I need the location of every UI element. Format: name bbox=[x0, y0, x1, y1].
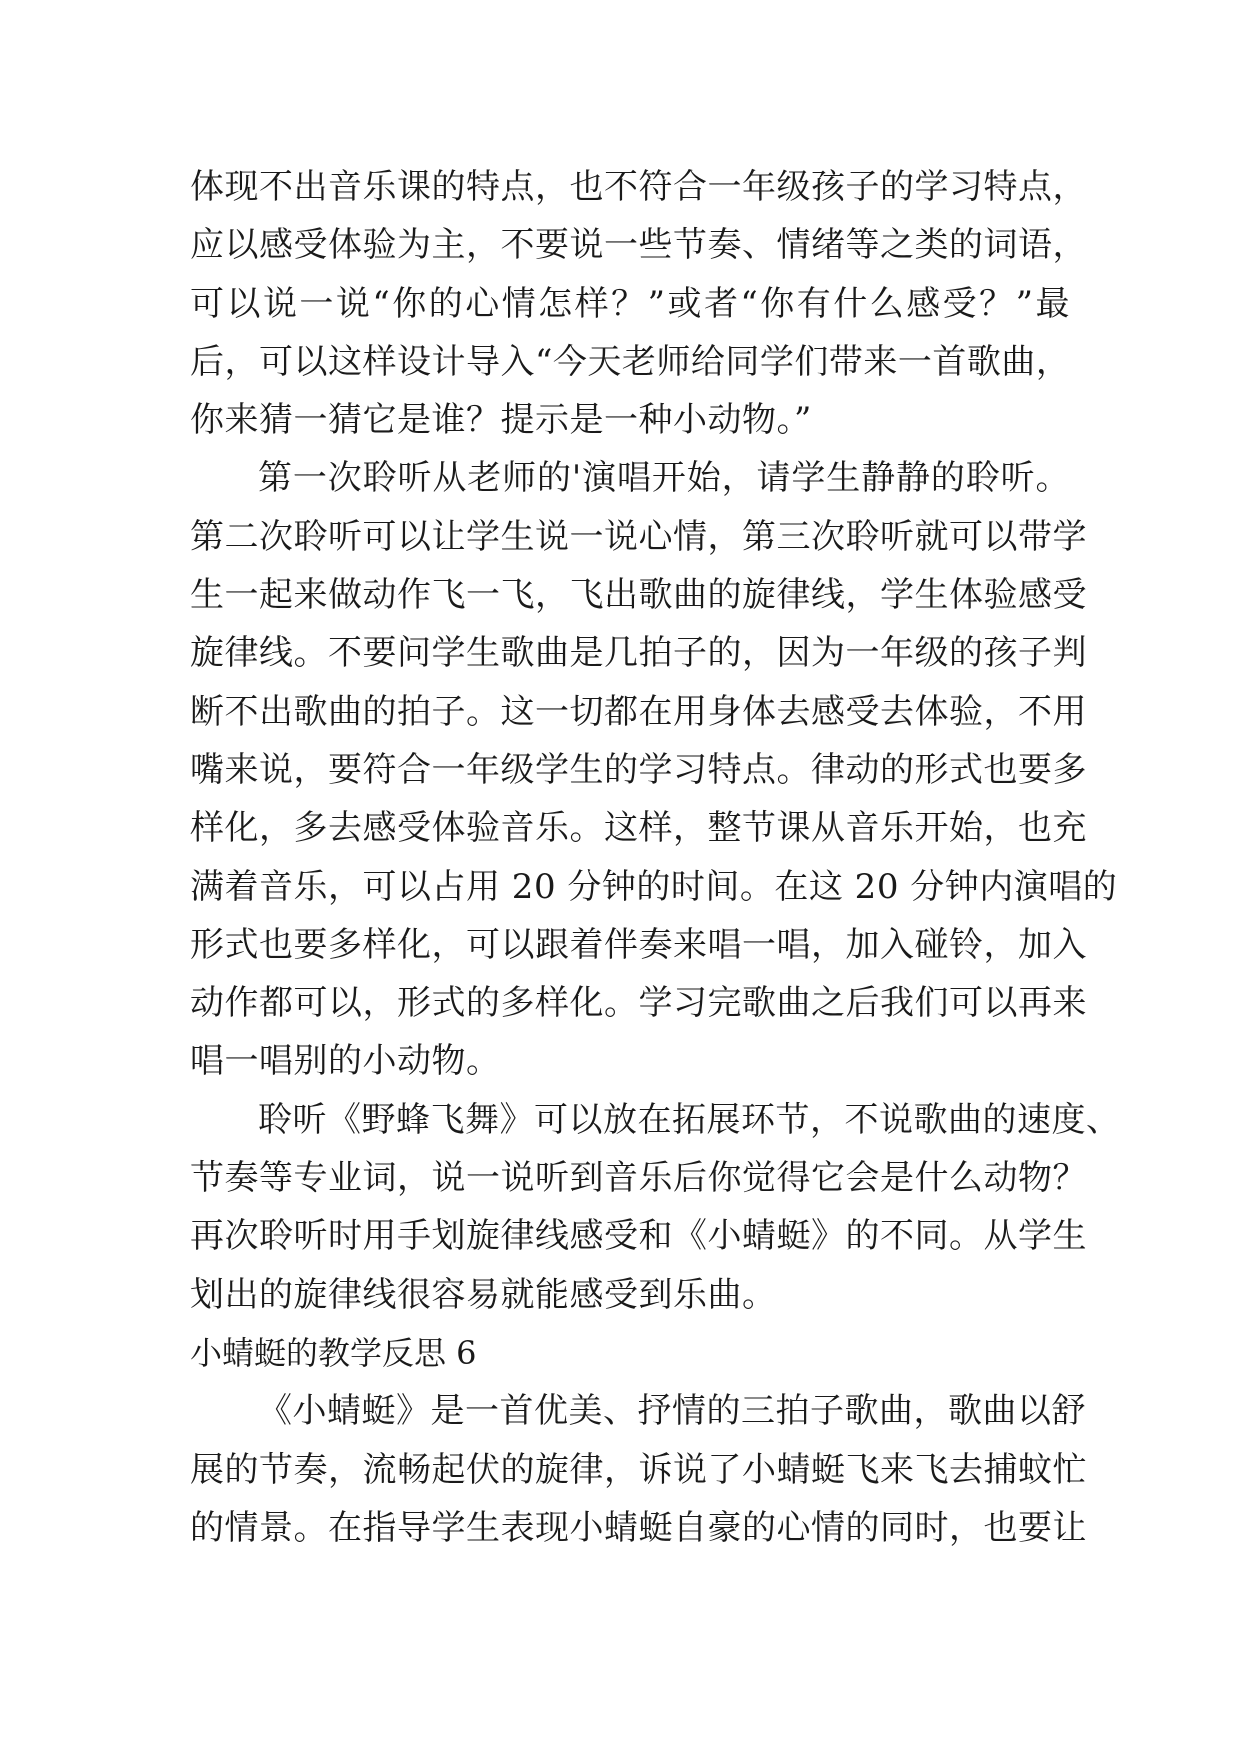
paragraph-first-line: 聆听《野蜂飞舞》可以放在拓展环节，不说歌曲的速度、 bbox=[258, 1099, 1121, 1140]
text-line: 后，可以这样设计导入“今天老师给同学们带来一首歌曲， bbox=[190, 341, 1071, 382]
text-line: 应以感受体验为主，不要说一些节奏、情绪等之类的词语， bbox=[190, 225, 1087, 266]
document-page bbox=[190, 158, 1121, 1557]
text-line: 再次聆听时用手划旋律线感受和《小蜻蜓》的不同。从学生 bbox=[190, 1216, 1087, 1257]
text-line: 唱一唱别的小动物。 bbox=[190, 1041, 501, 1082]
text-line: 可以说一说“你的心情怎样？”或者“你有什么感受？”最 bbox=[190, 283, 1070, 324]
section-heading: 小蜻蜓的教学反思 6 bbox=[190, 1333, 477, 1372]
text-line: 旋律线。不要问学生歌曲是几拍子的，因为一年级的孩子判 bbox=[190, 633, 1087, 674]
paragraph-first-line: 第一次聆听从老师的'演唱开始，请学生静静的聆听。 bbox=[258, 458, 1070, 499]
text-line: 形式也要多样化，可以跟着伴奏来唱一唱，加入碰铃，加入 bbox=[190, 924, 1087, 965]
text-line: 划出的旋律线很容易就能感受到乐曲。 bbox=[190, 1274, 777, 1315]
text-line: 样化，多去感受体验音乐。这样，整节课从音乐开始，也充 bbox=[190, 808, 1087, 849]
text-line: 生一起来做动作飞一飞，飞出歌曲的旋律线，学生体验感受 bbox=[190, 575, 1087, 616]
text-line: 展的节奏，流畅起伏的旋律，诉说了小蜻蜓飞来飞去捕蚊忙 bbox=[190, 1449, 1087, 1490]
text-line: 你来猜一猜它是谁？提示是一种小动物。” bbox=[190, 400, 812, 441]
text-line: 第二次聆听可以让学生说一说心情，第三次聆听就可以带学 bbox=[190, 516, 1087, 557]
text-line: 节奏等专业词，说一说听到音乐后你觉得它会是什么动物？ bbox=[190, 1158, 1087, 1199]
text-line: 满着音乐，可以占用 20 分钟的时间。在这 20 分钟内演唱的 bbox=[190, 866, 1118, 907]
text-line: 动作都可以，形式的多样化。学习完歌曲之后我们可以再来 bbox=[190, 983, 1087, 1024]
paragraph-first-line: 《小蜻蜓》是一首优美、抒情的三拍子歌曲，歌曲以舒 bbox=[258, 1391, 1086, 1432]
text-line: 体现不出音乐课的特点，也不符合一年级孩子的学习特点， bbox=[190, 167, 1087, 207]
text-line: 的情景。在指导学生表现小蜻蜓自豪的心情的同时，也要让 bbox=[190, 1507, 1087, 1548]
text-line: 断不出歌曲的拍子。这一切都在用身体去感受去体验，不用 bbox=[190, 691, 1087, 732]
text-line: 嘴来说，要符合一年级学生的学习特点。律动的形式也要多 bbox=[190, 749, 1087, 790]
